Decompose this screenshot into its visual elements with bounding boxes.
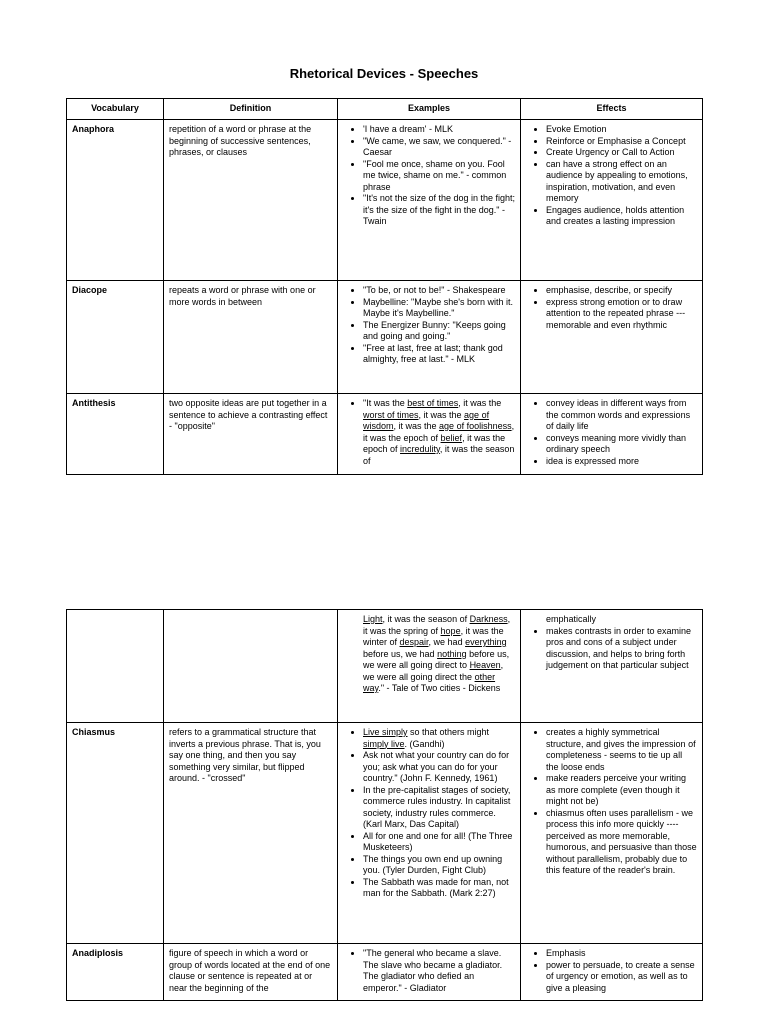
term-cell: Anadiplosis: [67, 944, 164, 1001]
list-item: • Engages audience, holds attention and creates a lasting impression: [546, 205, 697, 228]
term-cell: Chiasmus: [67, 723, 164, 944]
term-cell: Diacope: [67, 281, 164, 394]
examples-cell: [338, 723, 521, 944]
list-item: • express strong emotion or to draw attention to the repeated phrase --- memorable and even rhythmic: [546, 297, 697, 332]
list-item: • 'I have a dream' - MLK: [363, 124, 515, 136]
header-row: [67, 99, 703, 120]
list-item: • Emphasis: [546, 948, 697, 960]
example-text: , it was the season of: [363, 444, 515, 466]
list-item: • Evoke Emotion: [546, 124, 697, 136]
example-text: , it was the: [393, 421, 440, 431]
table-row-diacope: [67, 281, 703, 394]
list-item: • "To be, or not to be!" - Shakespeare: [363, 285, 515, 297]
definition-cell: repetition of a word or phrase at the beginning of successive sentences, phrases, or clauses: [164, 120, 338, 281]
underlined-phrase: nothing: [437, 648, 467, 659]
example-text: "It was the: [363, 398, 408, 408]
term-cell: Antithesis: [67, 394, 164, 475]
effects-cell: [521, 281, 703, 394]
list-item: • Maybelline: "Maybe she's born with it. Maybe it's Maybelline.": [363, 297, 515, 320]
example-text: ." - Tale of Two cities - Dickens: [378, 683, 501, 693]
table-row-chiasmus: [67, 723, 703, 944]
underlined-phrase: hope: [440, 625, 461, 636]
example-text: , it was the epoch of: [363, 432, 506, 454]
example-text: , we were all going direct the: [363, 660, 504, 682]
list-item: [363, 727, 515, 750]
list-item: • The things you own end up owning you. (Tyler Durden, Fight Club): [363, 854, 515, 877]
header-examples: Examples: [338, 99, 521, 120]
effects-cell: [521, 723, 703, 944]
examples-list: [343, 124, 515, 228]
list-item: • can have a strong effect on an audience by appealing to emotions, inspiration, motivation, and even memory: [546, 159, 697, 205]
underlined-phrase: other way: [363, 671, 496, 693]
list-item-continued: [363, 614, 515, 695]
effects-cell: [521, 120, 703, 281]
examples-list: [343, 948, 515, 994]
list-item: • chiasmus often uses parallelism - we process this info more quickly ---- perceived as more memorable, humorous, and persuasive than those without parallelism, probably due to this feature of the reader's brain.: [546, 808, 697, 877]
list-item: • The Energizer Bunny: "Keeps going and going and going.": [363, 320, 515, 343]
example-text: before us, we had: [363, 648, 438, 659]
list-item: • "Fool me once, shame on you. Fool me twice, shame on me." - common phrase: [363, 159, 515, 194]
effects-clip: [526, 948, 697, 994]
definition-cell-empty: [164, 610, 338, 723]
list-item: • convey ideas in different ways from the common words and expressions of daily life: [546, 398, 697, 433]
header-definition: Definition: [164, 99, 338, 120]
term-cell-empty: [67, 610, 164, 723]
example-text: , it was the epoch of: [363, 421, 515, 443]
list-item: • "Free at last, free at last; thank god almighty, free at last." - MLK: [363, 343, 515, 366]
examples-clip: [343, 398, 515, 467]
underlined-phrase: Live simply: [363, 727, 408, 737]
definition-clip: figure of speech in which a word or group of words located at the end of one clause or sentence is repeated at or near the beginning of the: [169, 948, 331, 993]
list-item: • makes contrasts in order to examine pros and cons of a subject under discussion, and helps to bring forth judgement on that particular subject: [546, 626, 697, 672]
header-effects: Effects: [521, 99, 703, 120]
table-row-antithesis: [67, 394, 703, 475]
examples-list: [343, 614, 515, 695]
definition-cell: [164, 944, 338, 1001]
list-item: • power to persuade, to create a sense of urgency or emotion, as well as to give a pleasing: [546, 960, 697, 995]
list-item: • Ask not what your country can do for you; ask what you can do for your country." (John F. Kennedy, 1961): [363, 750, 515, 785]
effects-list: [526, 614, 697, 672]
list-item-continued: emphatically: [546, 614, 597, 624]
example-text: so that others might: [407, 727, 490, 737]
examples-cell: [338, 281, 521, 394]
list-item: • All for one and one for all! (The Three Musketeers): [363, 831, 515, 854]
effects-list: [526, 727, 697, 877]
list-item: [363, 398, 515, 467]
underlined-phrase: age of wisdom: [363, 409, 490, 431]
underlined-phrase: simply live: [363, 738, 405, 749]
underlined-phrase: everything: [465, 637, 507, 647]
examples-cell: [338, 944, 521, 1001]
list-item: • idea is expressed more: [546, 456, 697, 468]
examples-list: [343, 398, 515, 467]
example-text: , it was the season of: [382, 614, 470, 624]
examples-clip: [343, 948, 515, 994]
examples-cell: [338, 610, 521, 723]
effects-list: [526, 398, 697, 467]
term-cell: Anaphora: [67, 120, 164, 281]
example-text: , we had: [428, 637, 466, 647]
underlined-phrase: Darkness: [469, 614, 508, 624]
underlined-phrase: Heaven: [469, 660, 501, 670]
effects-list: [526, 124, 697, 228]
header-vocabulary: Vocabulary: [67, 99, 164, 120]
effects-clip: [526, 398, 697, 467]
underlined-phrase: age of foolishness: [439, 421, 512, 431]
list-item: • "We came, we saw, we conquered." - Caesar: [363, 136, 515, 159]
definition-cell: two opposite ideas are put together in a sentence to achieve a contrasting effect - "opposite": [164, 394, 338, 475]
examples-list: [343, 727, 515, 900]
definition-cell: repeats a word or phrase with one or more words in between: [164, 281, 338, 394]
example-text: before us, we were all going direct to: [363, 648, 510, 670]
example-text: , it was the: [418, 409, 465, 420]
definition-cell: refers to a grammatical structure that inverts a previous phrase. That is, you say one thing, and then you say something very similar, but flipped around. - "crossed": [164, 723, 338, 944]
table-row-anadiplosis: [67, 944, 703, 1001]
list-item: • creates a highly symmetrical structure, and gives the impression of completeness - seems to tie up all the loose ends: [546, 727, 697, 773]
effects-list: [526, 285, 697, 331]
underlined-phrase: Light: [363, 614, 383, 624]
example-text: , it was the spring of: [363, 614, 511, 636]
underlined-phrase: best of times: [407, 398, 459, 408]
examples-cell: [338, 394, 521, 475]
devices-table-page2: [66, 609, 703, 1001]
underlined-phrase: worst of times: [363, 409, 419, 420]
examples-list: [343, 285, 515, 366]
effects-list: [526, 948, 697, 994]
list-item: • "It's not the size of the dog in the fight; it's the size of the fight in the dog." - Twain: [363, 193, 515, 228]
underlined-phrase: incredulity: [400, 444, 440, 454]
underlined-phrase: despair: [399, 637, 429, 647]
list-item: • make readers perceive your writing as more complete (even though it might not be): [546, 773, 697, 808]
example-text: , it was the winter of: [363, 625, 504, 647]
effects-cell: [521, 394, 703, 475]
document-title: Rhetorical Devices - Speeches: [289, 66, 479, 81]
list-item: • conveys meaning more vividly than ordinary speech: [546, 433, 697, 456]
example-text: . (Gandhi): [404, 738, 445, 749]
underlined-phrase: belief: [440, 432, 463, 443]
list-item: • In the pre-capitalist stages of society, commerce rules industry. In capitalist society, industry rules commerce. (Karl Marx, Das Capital): [363, 785, 515, 831]
list-item: • Create Urgency or Call to Action: [546, 147, 697, 159]
examples-cell: [338, 120, 521, 281]
list-item: • Reinforce or Emphasise a Concept: [546, 136, 697, 148]
list-item: • emphasise, describe, or specify: [546, 285, 697, 297]
effects-cell: [521, 610, 703, 723]
list-item: • "The general who became a slave. The slave who became a gladiator. The gladiator who defied an emperor." - Gladiator: [363, 948, 515, 994]
table-row-antithesis-continued: [67, 610, 703, 723]
list-item: • The Sabbath was made for man, not man for the Sabbath. (Mark 2:27): [363, 877, 515, 900]
example-text: , it was the: [458, 398, 502, 408]
table-row-anaphora: [67, 120, 703, 281]
devices-table-page1: [66, 98, 703, 475]
effects-cell: [521, 944, 703, 1001]
